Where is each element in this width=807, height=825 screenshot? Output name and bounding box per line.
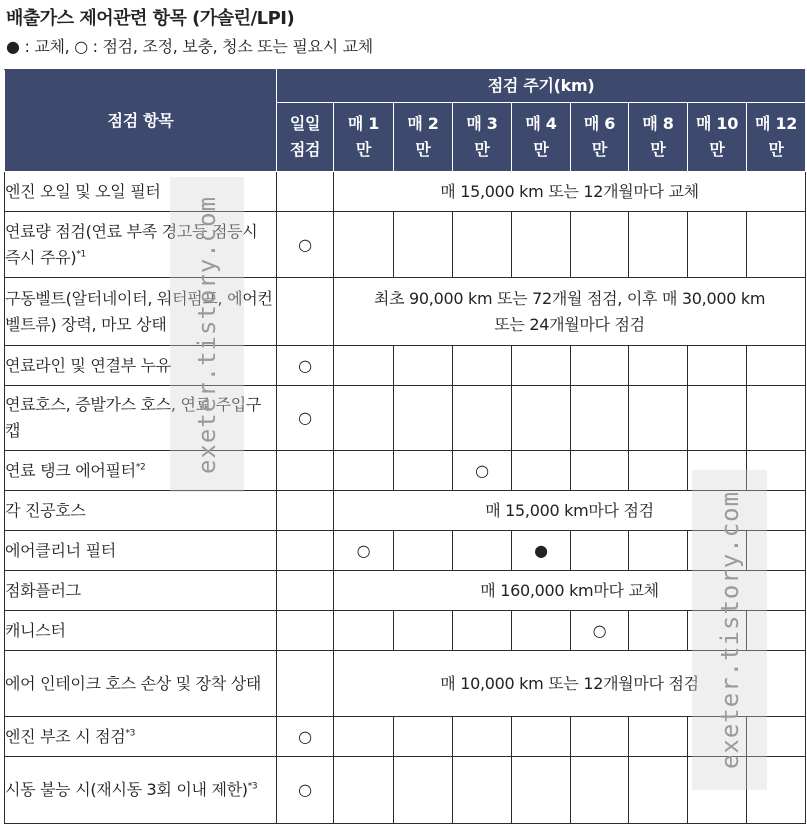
daily-check-cell	[277, 172, 334, 212]
inspection-item-label: 점화플러그	[5, 580, 81, 600]
empty-cell	[747, 611, 806, 651]
empty-cell	[512, 386, 571, 451]
empty-cell	[334, 212, 394, 278]
interval-note-cell	[334, 491, 806, 531]
legend-text: ● : 교체, ○ : 점검, 조정, 보충, 청소 또는 필요시 교체	[6, 37, 373, 56]
empty-cell	[334, 346, 394, 386]
empty-cell	[629, 212, 688, 278]
maintenance-table	[4, 69, 806, 824]
inspect-mark-cell: ○	[277, 346, 334, 386]
interval-column-header	[453, 103, 512, 172]
interval-header-line: 만	[355, 140, 372, 159]
empty-cell	[453, 611, 512, 651]
page-title: 배출가스 제어관련 항목 (가솔린/LPI)	[6, 8, 295, 29]
interval-header-line: 일일	[289, 114, 321, 133]
table-row	[5, 212, 806, 278]
empty-cell	[512, 451, 571, 491]
empty-cell	[747, 531, 806, 571]
daily-check-cell	[277, 278, 334, 346]
empty-cell	[747, 346, 806, 386]
empty-cell	[747, 757, 806, 824]
empty-cell	[747, 386, 806, 451]
empty-cell	[277, 611, 334, 651]
footnote-marker: *3	[125, 728, 136, 739]
empty-cell	[747, 717, 806, 757]
inspection-item-cell	[5, 346, 277, 386]
table-row	[5, 278, 806, 346]
interval-column-header	[688, 103, 747, 172]
empty-cell	[629, 611, 688, 651]
empty-cell	[571, 386, 629, 451]
inspection-item-cell	[5, 386, 277, 451]
empty-cell	[512, 611, 571, 651]
footnote-marker: *1	[76, 249, 86, 260]
interval-header-line: 매 8	[642, 114, 674, 133]
interval-note-text: 매 15,000 km 또는 12개월마다 교체	[440, 181, 699, 201]
inspection-item-cell	[5, 651, 277, 717]
empty-cell	[629, 531, 688, 571]
inspection-item-cell	[5, 717, 277, 757]
empty-cell	[453, 757, 512, 824]
table-row	[5, 451, 806, 491]
empty-cell	[394, 531, 453, 571]
inspect-mark-cell: ○	[277, 717, 334, 757]
footnote-marker: *2	[135, 462, 146, 473]
table-row	[5, 651, 806, 717]
empty-cell	[571, 212, 629, 278]
interval-column-header	[394, 103, 453, 172]
table-row	[5, 172, 806, 212]
empty-cell	[334, 717, 394, 757]
empty-cell	[571, 346, 629, 386]
empty-cell	[453, 531, 512, 571]
empty-cell	[277, 531, 334, 571]
interval-note-text: 매 15,000 km마다 점검	[485, 500, 654, 520]
empty-cell	[453, 212, 512, 278]
interval-note-text: 매 160,000 km마다 교체	[480, 580, 659, 600]
inspect-mark-cell: ○	[453, 451, 512, 491]
inspection-item-label: 시동 불능 시(재시동 3회 이내 제한)	[5, 780, 248, 799]
interval-header-line: 매 6	[583, 114, 616, 133]
inspection-item-label: 엔진 부조 시 점검	[5, 726, 126, 746]
table-row	[5, 346, 806, 386]
empty-cell	[629, 451, 688, 491]
interval-header-line: 만	[591, 140, 608, 159]
inspection-item-label: 연료호스, 증발가스 호스, 연료 주입구 캡	[5, 395, 262, 440]
inspect-mark-cell: ○	[277, 757, 334, 824]
inspection-item-label: 에어클리너 필터	[5, 540, 116, 560]
empty-cell	[453, 346, 512, 386]
inspection-item-cell	[5, 212, 277, 278]
empty-cell	[571, 451, 629, 491]
table-row	[5, 386, 806, 451]
empty-cell	[394, 717, 453, 757]
inspection-item-cell	[5, 451, 277, 491]
daily-check-cell	[277, 491, 334, 531]
interval-note-text: 최초 90,000 km 또는 72개월 점검, 이후 매 30,000 km	[373, 288, 766, 308]
empty-cell	[571, 531, 629, 571]
inspect-mark-cell: ○	[571, 611, 629, 651]
inspection-item-label: 연료 탱크 에어필터	[5, 460, 136, 480]
empty-cell	[629, 386, 688, 451]
table-row	[5, 571, 806, 611]
period-column-header: 점검 주기(km)	[277, 70, 806, 103]
empty-cell	[629, 757, 688, 824]
inspection-item-label: 캐니스터	[5, 620, 66, 640]
empty-cell	[394, 386, 453, 451]
interval-column-header	[571, 103, 629, 172]
interval-header-line: 매 2	[407, 114, 439, 133]
empty-cell	[688, 451, 747, 491]
empty-cell	[688, 717, 747, 757]
empty-cell	[629, 346, 688, 386]
interval-note-text: 매 10,000 km 또는 12개월마다 점검	[440, 673, 699, 693]
empty-cell	[688, 386, 747, 451]
watermark-text: exeter.tistory.com	[193, 195, 221, 474]
empty-cell	[394, 757, 453, 824]
table-row	[5, 531, 806, 571]
interval-header-line: 만	[474, 140, 490, 159]
table-row	[5, 491, 806, 531]
empty-cell	[688, 531, 747, 571]
empty-cell	[512, 346, 571, 386]
inspection-item-label: 엔진 오일 및 오일 필터	[5, 181, 161, 201]
empty-cell	[747, 212, 806, 278]
interval-note-cell	[334, 571, 806, 611]
empty-cell	[688, 611, 747, 651]
empty-cell	[334, 386, 394, 451]
empty-cell	[571, 717, 629, 757]
inspection-item-cell	[5, 757, 277, 824]
watermark-text: exeter.tistory.com	[715, 490, 744, 770]
empty-cell	[747, 451, 806, 491]
table-row	[5, 757, 806, 824]
interval-header-line: 매 1	[347, 114, 380, 133]
inspection-item-label: 각 진공호스	[5, 500, 86, 520]
footnote-marker: *3	[247, 781, 258, 792]
interval-note-cell	[334, 651, 806, 717]
table-row	[5, 717, 806, 757]
empty-cell	[688, 346, 747, 386]
interval-header-line: 매 3	[466, 114, 498, 133]
empty-cell	[277, 451, 334, 491]
interval-note-cell	[334, 278, 806, 346]
interval-header-line: 만	[768, 140, 784, 159]
empty-cell	[334, 757, 394, 824]
empty-cell	[453, 717, 512, 757]
inspection-item-label: 에어 인테이크 호스 손상 및 장착 상태	[5, 673, 262, 693]
table-row	[5, 611, 806, 651]
interval-column-header	[334, 103, 394, 172]
interval-header-line: 점검	[289, 140, 321, 159]
empty-cell	[394, 451, 453, 491]
inspection-item-cell	[5, 571, 277, 611]
interval-header-line: 만	[415, 140, 431, 159]
interval-note-cell	[334, 172, 806, 212]
inspection-item-cell	[5, 172, 277, 212]
empty-cell	[571, 757, 629, 824]
empty-cell	[334, 451, 394, 491]
inspection-item-cell	[5, 491, 277, 531]
empty-cell	[512, 717, 571, 757]
interval-header-line: 만	[533, 140, 549, 159]
empty-cell	[394, 611, 453, 651]
item-column-header: 점검 항목	[5, 70, 277, 172]
interval-column-header	[512, 103, 571, 172]
interval-header-line: 만	[709, 140, 725, 159]
empty-cell	[453, 386, 512, 451]
replace-mark-cell: ●	[512, 531, 571, 571]
interval-column-header	[629, 103, 688, 172]
inspection-item-cell	[5, 278, 277, 346]
inspection-item-cell	[5, 531, 277, 571]
interval-column-header	[277, 103, 334, 172]
interval-column-header	[747, 103, 806, 172]
interval-header-line: 만	[650, 140, 666, 159]
empty-cell	[512, 212, 571, 278]
inspection-item-cell	[5, 611, 277, 651]
interval-header-line: 매 4	[525, 114, 557, 133]
inspect-mark-cell: ○	[277, 212, 334, 278]
daily-check-cell	[277, 651, 334, 717]
empty-cell	[688, 757, 747, 824]
interval-header-line: 매 12	[754, 114, 798, 133]
inspect-mark-cell: ○	[334, 531, 394, 571]
empty-cell	[512, 757, 571, 824]
inspection-item-label: 구동벨트(알터네이터, 워터펌프, 에어컨 벨트류) 장력, 마모 상태	[5, 288, 273, 334]
inspection-item-label: 연료량 점검(연료 부족 경고등 점등시 즉시 주유)	[5, 221, 258, 267]
daily-check-cell	[277, 571, 334, 611]
empty-cell	[394, 346, 453, 386]
empty-cell	[629, 717, 688, 757]
inspect-mark-cell: ○	[277, 386, 334, 451]
empty-cell	[334, 611, 394, 651]
interval-header-line: 매 10	[695, 114, 739, 133]
empty-cell	[394, 212, 453, 278]
interval-note-text: 또는 24개월마다 점검	[494, 314, 645, 334]
empty-cell	[688, 212, 747, 278]
inspection-item-label: 연료라인 및 연결부 누유	[5, 355, 171, 375]
